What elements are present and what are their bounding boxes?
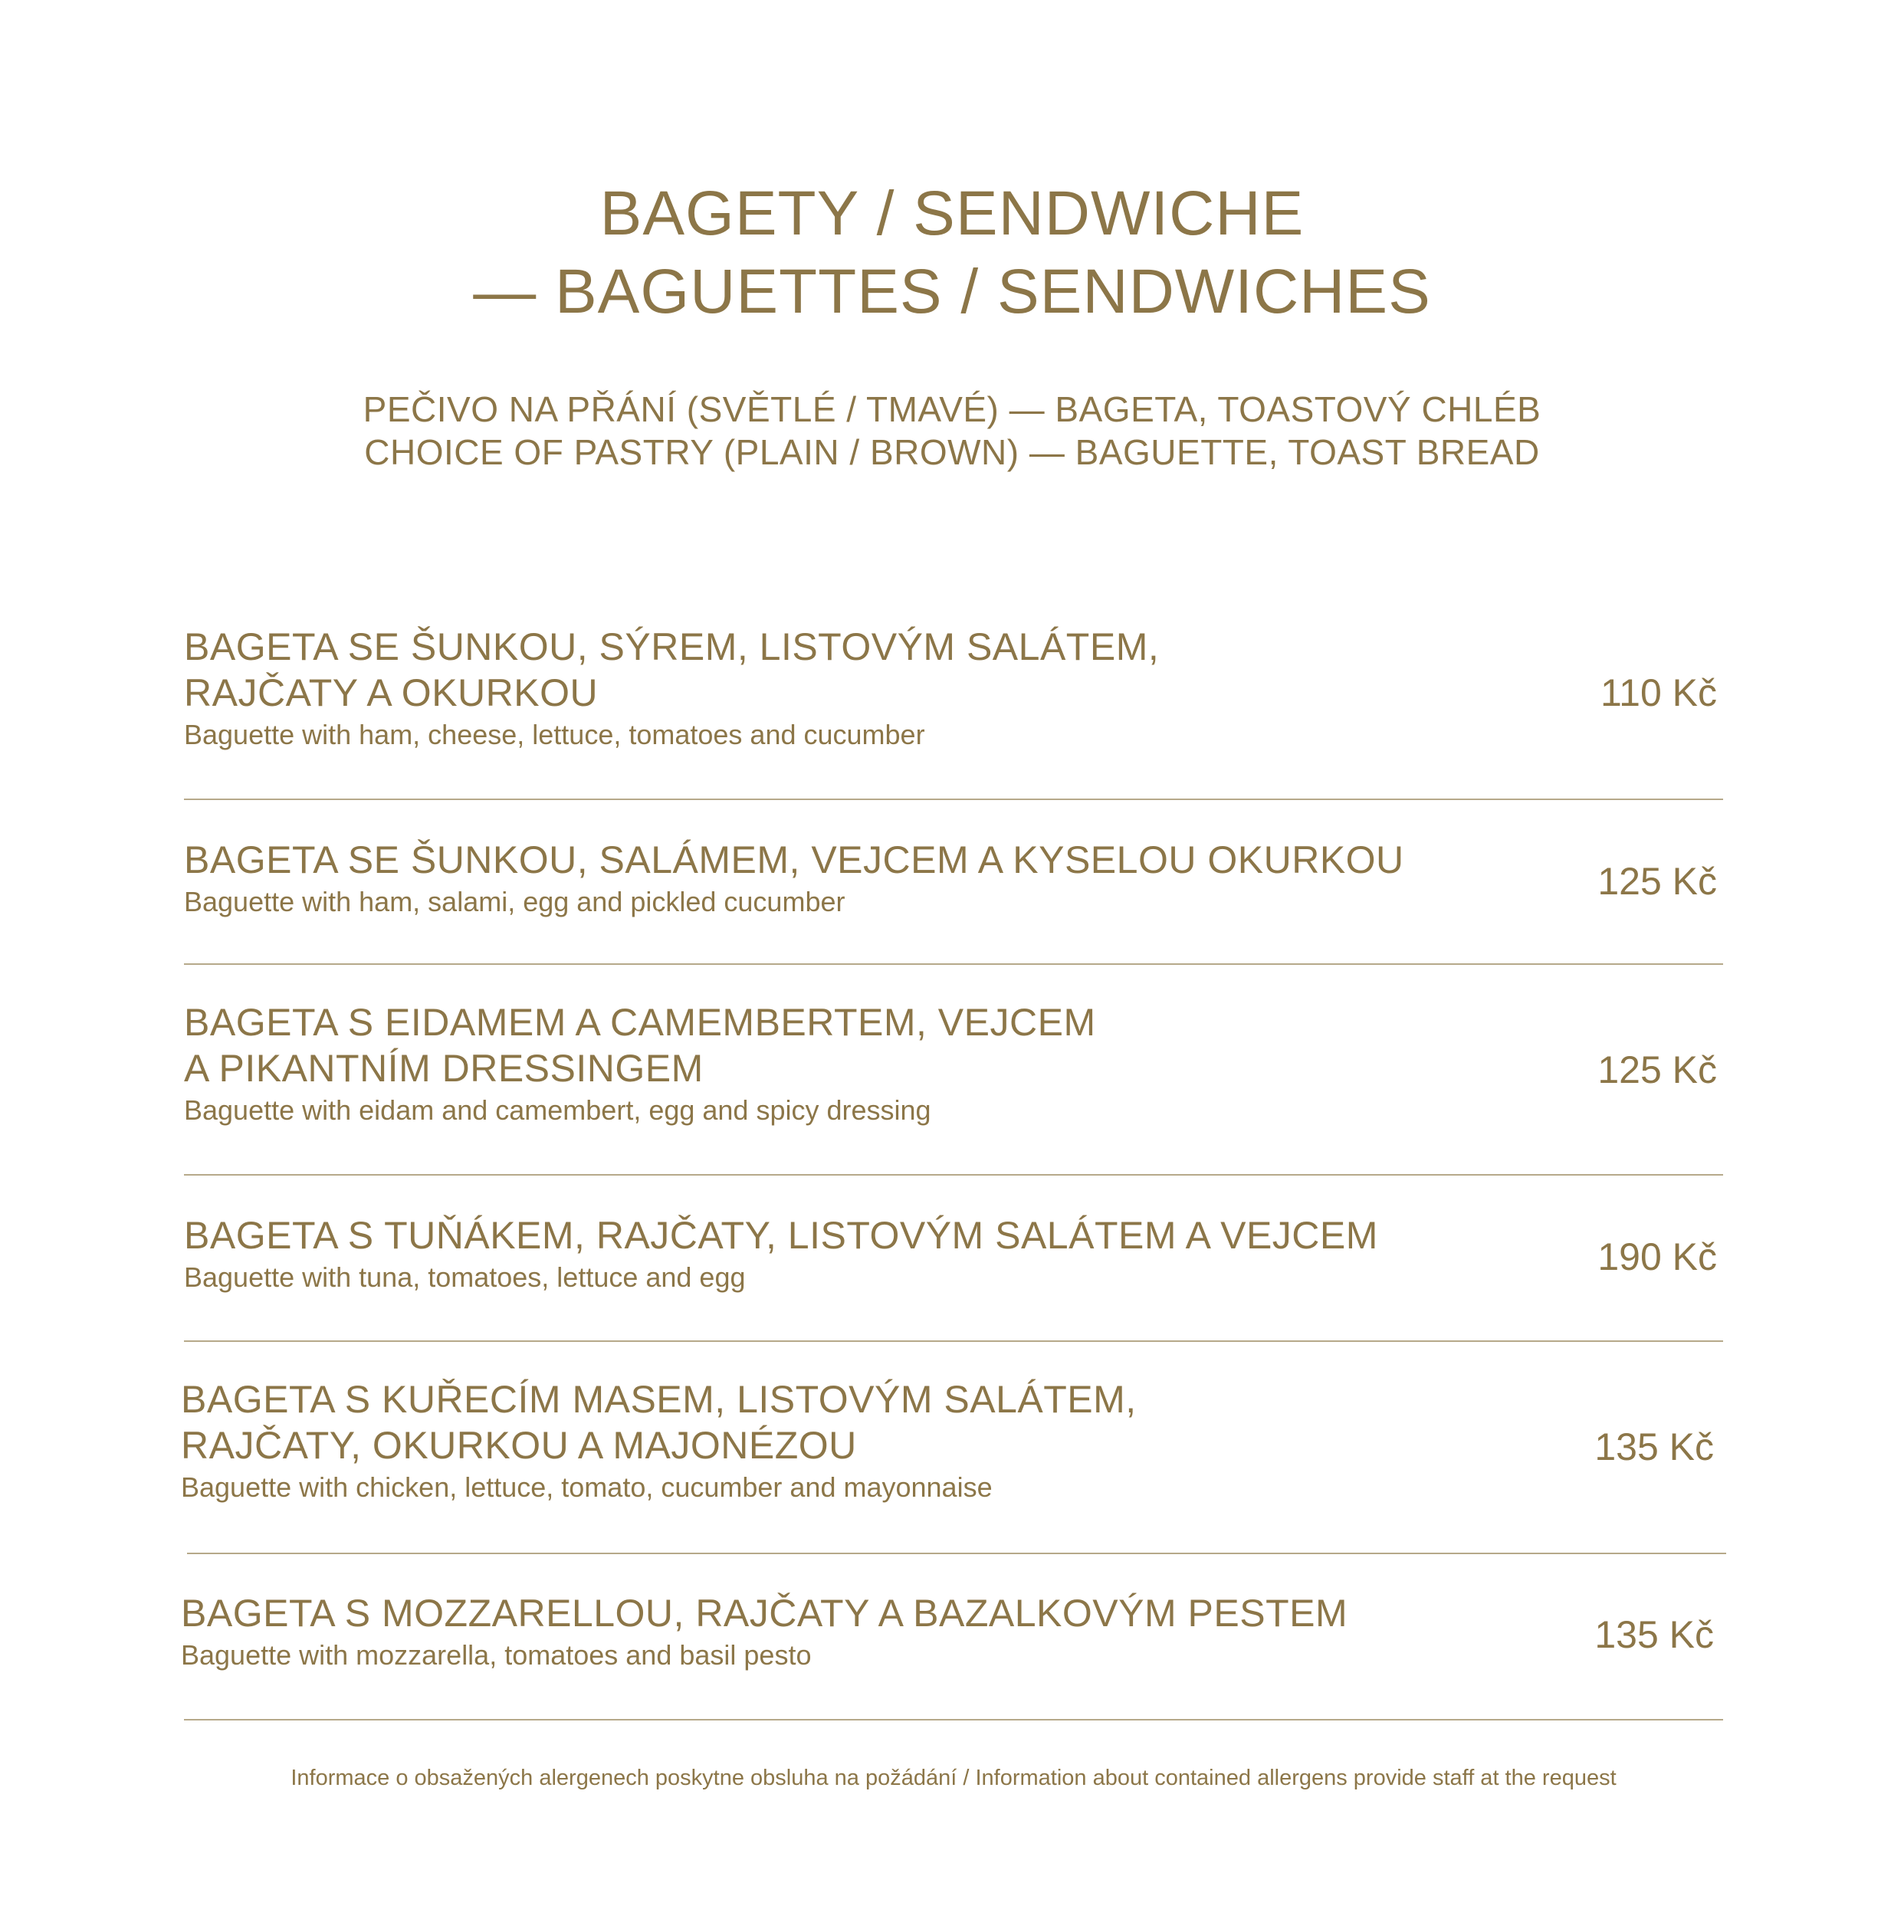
page-title — [0, 175, 1904, 331]
item-name — [181, 1376, 1515, 1468]
item-price: 125 Kč — [1597, 1048, 1717, 1091]
item-name — [181, 1590, 1515, 1636]
item-name-line-2: RAJČATY A OKURKOU — [184, 671, 599, 714]
item-name-line-2: RAJČATY, OKURKOU A MAJONÉZOU — [181, 1424, 857, 1467]
divider — [184, 963, 1723, 965]
item-description: Baguette with chicken, lettuce, tomato, cucumber and mayonnaise — [181, 1471, 993, 1503]
item-name — [184, 837, 1518, 883]
item-description: Baguette with eidam and camembert, egg and spicy dressing — [184, 1094, 931, 1126]
item-name-line-1: BAGETA S TUŇÁKEM, RAJČATY, LISTOVÝM SALÁTEM A VEJCEM — [184, 1214, 1378, 1257]
item-price: 190 Kč — [1597, 1235, 1717, 1278]
divider — [184, 799, 1723, 800]
menu-item — [184, 624, 1723, 753]
item-price: 125 Kč — [1597, 860, 1717, 903]
item-price: 135 Kč — [1594, 1613, 1714, 1656]
item-name — [184, 1212, 1518, 1258]
allergen-note: Informace o obsažených alergenech poskytne obsluha na požádání / Information about contained allergens provide staff at the request — [291, 1766, 1617, 1790]
menu-item — [181, 1376, 1720, 1505]
item-description: Baguette with ham, cheese, lettuce, tomatoes and cucumber — [184, 719, 925, 750]
item-description: Baguette with tuna, tomatoes, lettuce and egg — [184, 1261, 746, 1293]
item-name-line-1: BAGETA S EIDAMEM A CAMEMBERTEM, VEJCEM — [184, 1001, 1096, 1044]
divider — [187, 1553, 1726, 1554]
item-description: Baguette with mozzarella, tomatoes and basil pesto — [181, 1639, 812, 1671]
subtitle-line-2: CHOICE OF PASTRY (PLAIN / BROWN) — BAGUETTE, TOAST BREAD — [364, 432, 1540, 472]
menu-item — [181, 1590, 1720, 1673]
item-name-line-2: A PIKANTNÍM DRESSINGEM — [184, 1047, 704, 1090]
subtitle-line-1: PEČIVO NA PŘÁNÍ (SVĚTLÉ / TMAVÉ) — BAGETA, TOASTOVÝ CHLÉB — [363, 389, 1541, 429]
divider — [184, 1174, 1723, 1176]
title-line-2: — BAGUETTES / SENDWICHES — [473, 257, 1431, 326]
item-name — [184, 999, 1518, 1091]
item-description: Baguette with ham, salami, egg and pickled cucumber — [184, 886, 845, 917]
item-name-line-1: BAGETA S MOZZARELLOU, RAJČATY A BAZALKOVÝM PESTEM — [181, 1592, 1348, 1635]
item-name — [184, 624, 1518, 716]
menu-item — [184, 1212, 1723, 1295]
item-name-line-1: BAGETA SE ŠUNKOU, SALÁMEM, VEJCEM A KYSELOU OKURKOU — [184, 838, 1404, 881]
divider — [184, 1340, 1723, 1342]
item-name-line-1: BAGETA SE ŠUNKOU, SÝREM, LISTOVÝM SALÁTEM, — [184, 625, 1160, 668]
title-line-1: BAGETY / SENDWICHE — [599, 179, 1305, 248]
item-name-line-1: BAGETA S KUŘECÍM MASEM, LISTOVÝM SALÁTEM, — [181, 1378, 1137, 1421]
menu-item — [184, 837, 1723, 920]
item-price: 135 Kč — [1594, 1425, 1714, 1468]
item-price: 110 Kč — [1600, 671, 1717, 714]
page-subtitle — [0, 388, 1904, 474]
menu-item — [184, 999, 1723, 1128]
divider — [184, 1719, 1723, 1720]
